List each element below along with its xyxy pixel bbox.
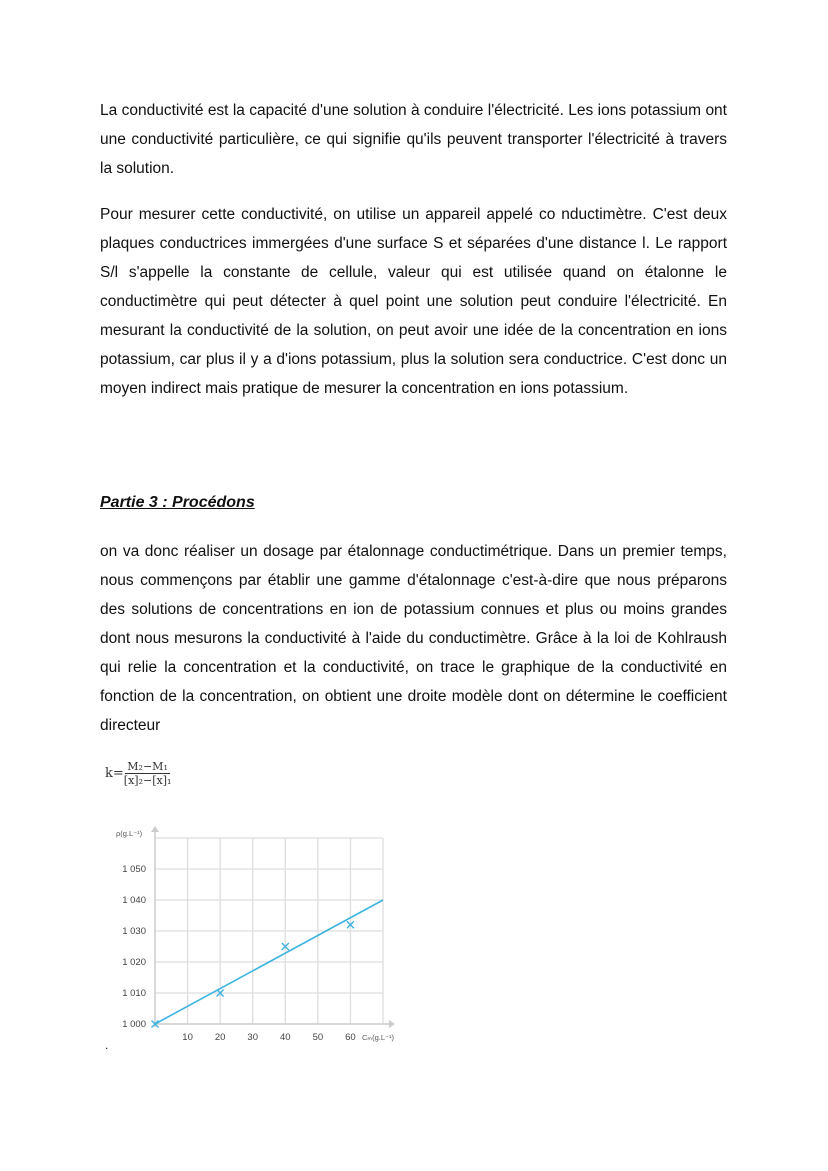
paragraph-2: Pour mesurer cette conductivité, on utilise un appareil appelé co nductimètre. C'est deux plaques conductrices immergées d'une surface S et séparées d'une distance l. Le rapport S/l s'appelle la constante de cellule, valeur qui est utilisée quand on étalonne le conductimètre qui peut détecter à quel point une solution peut conduire l'électricité. En mesurant la conductivité de la solution, on peut avoir une idée de la concentration en ions potassium, car plus il y a d'ions potassium, plus la solution sera conductrice. C'est donc un moyen indirect mais pratique de mesurer la concentration en ions potassium. <box>100 206 727 397</box>
x-axis-label: Cₘ(g.L⁻¹) <box>362 1033 394 1042</box>
trailing-dot: . <box>105 1038 109 1052</box>
section-heading: Partie 3 : Procédons <box>100 494 255 511</box>
x-tick-label: 30 <box>247 1032 259 1043</box>
y-axis-arrow <box>151 826 159 832</box>
x-tick-label: 10 <box>182 1032 193 1043</box>
y-tick-label: 1 000 <box>122 1019 146 1030</box>
x-tick-label: 50 <box>312 1032 324 1043</box>
y-tick-label: 1 030 <box>122 926 146 937</box>
y-axis-label: ρ(g.L⁻¹) <box>116 829 143 838</box>
y-tick-label: 1 040 <box>122 895 146 906</box>
y-tick-label: 1 010 <box>122 988 146 999</box>
formula-numerator: M₂−M₁ <box>127 760 168 773</box>
formula-denominator: [x]₂−[x]₁ <box>123 774 172 787</box>
x-tick-label: 40 <box>279 1032 291 1043</box>
formula-lhs: k= <box>105 766 124 781</box>
y-tick-label: 1 050 <box>122 864 146 875</box>
y-tick-label: 1 020 <box>122 957 146 968</box>
x-axis-arrow <box>389 1020 395 1028</box>
x-tick-label: 20 <box>214 1032 226 1043</box>
x-tick-label: 60 <box>345 1032 356 1043</box>
paragraph-3: on va donc réaliser un dosage par étalonnage conductimétrique. Dans un premier temps, nous commençons par établir une gamme d'étalonnage c'est-à-dire que nous préparons des solutions de concentrations en ion de potassium connues et plus ou moins grandes dont nous mesurons la conductivité à l'aide du conductimètre. Grâce à la loi de Kohlraush qui relie la concentration et la conductivité, on trace le graphique de la conductivité en fonction de la concentration, on obtient une droite modèle dont on détermine le coefficient directeur <box>100 543 727 734</box>
paragraph-1: La conductivité est la capacité d'une solution à conduire l'électricité. Les ions potassium ont une conductivité particulière, ce qui signifie qu'ils peuvent transporter l'électricité à travers la solution. <box>100 102 727 177</box>
